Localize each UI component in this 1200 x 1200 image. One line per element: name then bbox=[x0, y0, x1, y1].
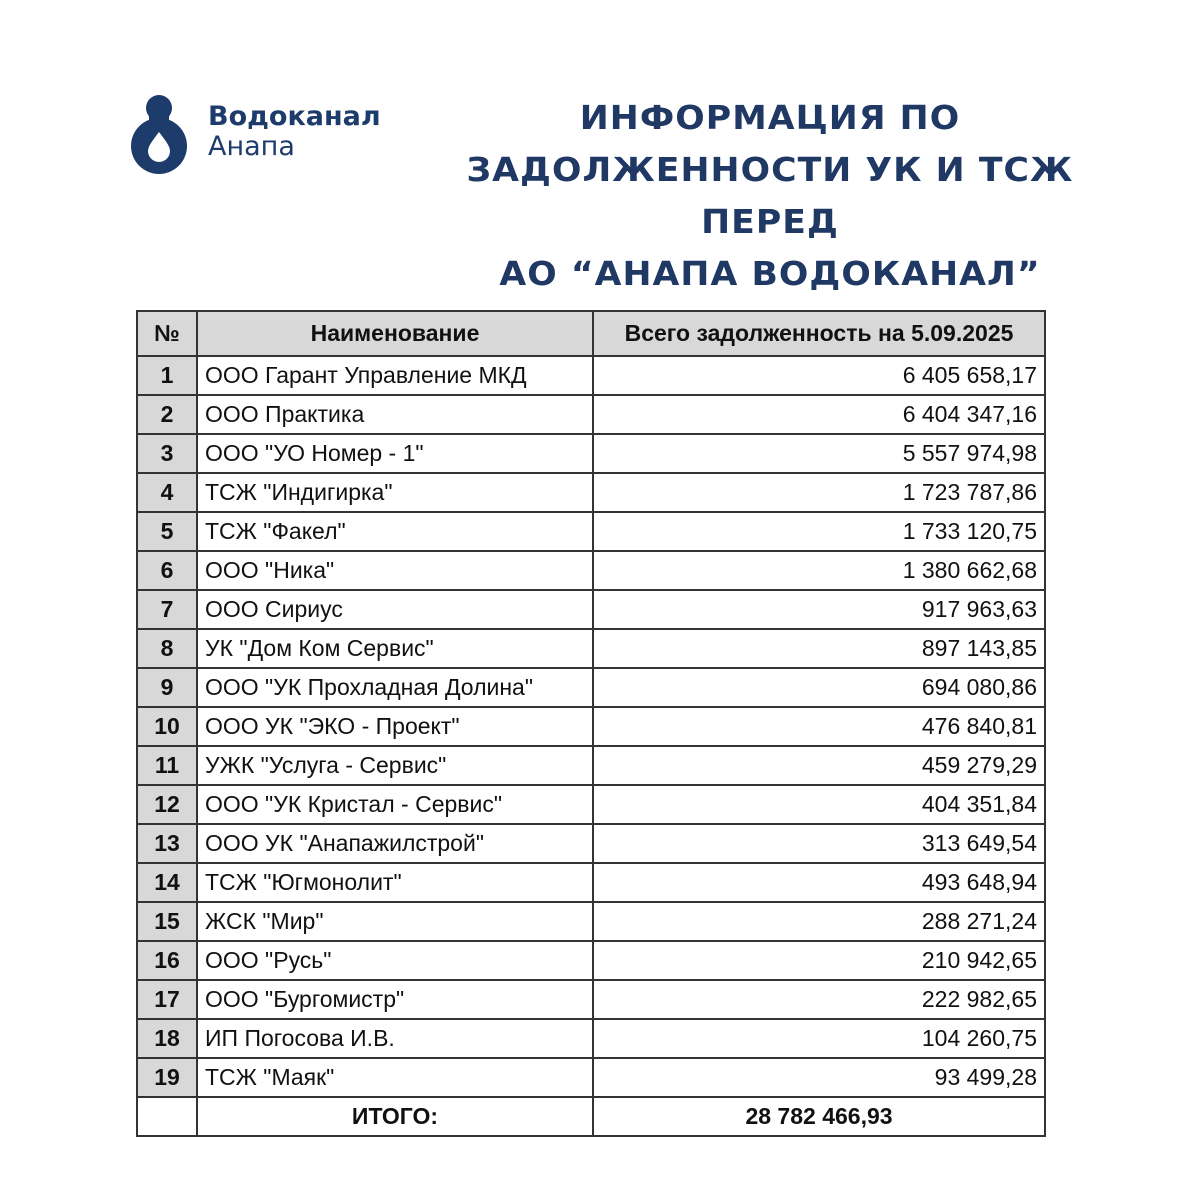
row-debt: 222 982,65 bbox=[593, 980, 1045, 1019]
row-num: 1 bbox=[137, 356, 197, 395]
table-row bbox=[137, 551, 1045, 590]
row-num: 8 bbox=[137, 629, 197, 668]
row-debt: 5 557 974,98 bbox=[593, 434, 1045, 473]
table-row bbox=[137, 980, 1045, 1019]
debt-table bbox=[136, 310, 1046, 1137]
logo-name: Водоканал bbox=[208, 101, 381, 132]
row-num: 2 bbox=[137, 395, 197, 434]
row-num: 16 bbox=[137, 941, 197, 980]
title-line-2: ЗАДОЛЖЕННОСТИ УК И ТСЖ ПЕРЕД bbox=[466, 150, 1074, 241]
row-name: ООО Гарант Управление МКД bbox=[197, 356, 593, 395]
row-debt: 6 404 347,16 bbox=[593, 395, 1045, 434]
row-debt: 459 279,29 bbox=[593, 746, 1045, 785]
row-name: ООО "Русь" bbox=[197, 941, 593, 980]
row-num: 5 bbox=[137, 512, 197, 551]
row-debt: 404 351,84 bbox=[593, 785, 1045, 824]
table-row bbox=[137, 668, 1045, 707]
row-name: ТСЖ "Факел" bbox=[197, 512, 593, 551]
row-debt: 917 963,63 bbox=[593, 590, 1045, 629]
row-num: 12 bbox=[137, 785, 197, 824]
row-debt: 6 405 658,17 bbox=[593, 356, 1045, 395]
row-num: 18 bbox=[137, 1019, 197, 1058]
header-name: Наименование bbox=[197, 311, 593, 356]
row-num: 19 bbox=[137, 1058, 197, 1097]
table-row bbox=[137, 1019, 1045, 1058]
row-name: ООО "УО Номер - 1" bbox=[197, 434, 593, 473]
row-num: 7 bbox=[137, 590, 197, 629]
row-num: 17 bbox=[137, 980, 197, 1019]
table-row bbox=[137, 863, 1045, 902]
table-row bbox=[137, 707, 1045, 746]
row-num: 10 bbox=[137, 707, 197, 746]
table-row bbox=[137, 746, 1045, 785]
row-name: ЖСК "Мир" bbox=[197, 902, 593, 941]
row-name: ООО "Бургомистр" bbox=[197, 980, 593, 1019]
row-num: 11 bbox=[137, 746, 197, 785]
row-name: УЖК "Услуга - Сервис" bbox=[197, 746, 593, 785]
row-name: ООО Сириус bbox=[197, 590, 593, 629]
row-debt: 493 648,94 bbox=[593, 863, 1045, 902]
table-row bbox=[137, 824, 1045, 863]
table-row bbox=[137, 902, 1045, 941]
row-name: УК "Дом Ком Сервис" bbox=[197, 629, 593, 668]
water-drop-logo-icon bbox=[128, 88, 190, 176]
table-row bbox=[137, 395, 1045, 434]
table-row bbox=[137, 590, 1045, 629]
row-num: 6 bbox=[137, 551, 197, 590]
row-debt: 104 260,75 bbox=[593, 1019, 1045, 1058]
row-name: ТСЖ "Маяк" bbox=[197, 1058, 593, 1097]
row-name: ТСЖ "Индигирка" bbox=[197, 473, 593, 512]
table-row bbox=[137, 434, 1045, 473]
row-name: ООО УК "Анапажилстрой" bbox=[197, 824, 593, 863]
row-num: 13 bbox=[137, 824, 197, 863]
row-name: ООО УК "ЭКО - Проект" bbox=[197, 707, 593, 746]
row-debt: 313 649,54 bbox=[593, 824, 1045, 863]
table-row bbox=[137, 473, 1045, 512]
table-row bbox=[137, 356, 1045, 395]
row-debt: 210 942,65 bbox=[593, 941, 1045, 980]
row-debt: 1 733 120,75 bbox=[593, 512, 1045, 551]
page-title bbox=[403, 92, 1138, 300]
row-debt: 476 840,81 bbox=[593, 707, 1045, 746]
title-line-1: ИНФОРМАЦИЯ ПО bbox=[579, 98, 961, 137]
total-row bbox=[137, 1097, 1045, 1136]
row-name: ТСЖ "Югмонолит" bbox=[197, 863, 593, 902]
logo-city: Анапа bbox=[208, 131, 295, 162]
row-name: ООО Практика bbox=[197, 395, 593, 434]
header-debt: Всего задолженность на 5.09.2025 bbox=[593, 311, 1045, 356]
table-row bbox=[137, 1058, 1045, 1097]
row-debt: 897 143,85 bbox=[593, 629, 1045, 668]
table-row bbox=[137, 512, 1045, 551]
row-debt: 93 499,28 bbox=[593, 1058, 1045, 1097]
row-name: ИП Погосова И.В. bbox=[197, 1019, 593, 1058]
row-num: 3 bbox=[137, 434, 197, 473]
title-line-3: АО “АНАПА ВОДОКАНАЛ” bbox=[499, 254, 1041, 293]
row-num: 14 bbox=[137, 863, 197, 902]
row-debt: 1 723 787,86 bbox=[593, 473, 1045, 512]
row-name: ООО "Ника" bbox=[197, 551, 593, 590]
row-num: 9 bbox=[137, 668, 197, 707]
row-num: 4 bbox=[137, 473, 197, 512]
total-value: 28 782 466,93 bbox=[593, 1097, 1045, 1136]
row-debt: 694 080,86 bbox=[593, 668, 1045, 707]
row-debt: 288 271,24 bbox=[593, 902, 1045, 941]
row-num: 15 bbox=[137, 902, 197, 941]
table-row bbox=[137, 941, 1045, 980]
row-name: ООО "УК Кристал - Сервис" bbox=[197, 785, 593, 824]
row-debt: 1 380 662,68 bbox=[593, 551, 1045, 590]
table-row bbox=[137, 785, 1045, 824]
table-row bbox=[137, 629, 1045, 668]
total-empty-cell bbox=[137, 1097, 197, 1136]
row-name: ООО "УК Прохладная Долина" bbox=[197, 668, 593, 707]
logo bbox=[128, 88, 398, 178]
total-label: ИТОГО: bbox=[197, 1097, 593, 1136]
table-header-row bbox=[137, 311, 1045, 356]
header-num: № bbox=[137, 311, 197, 356]
